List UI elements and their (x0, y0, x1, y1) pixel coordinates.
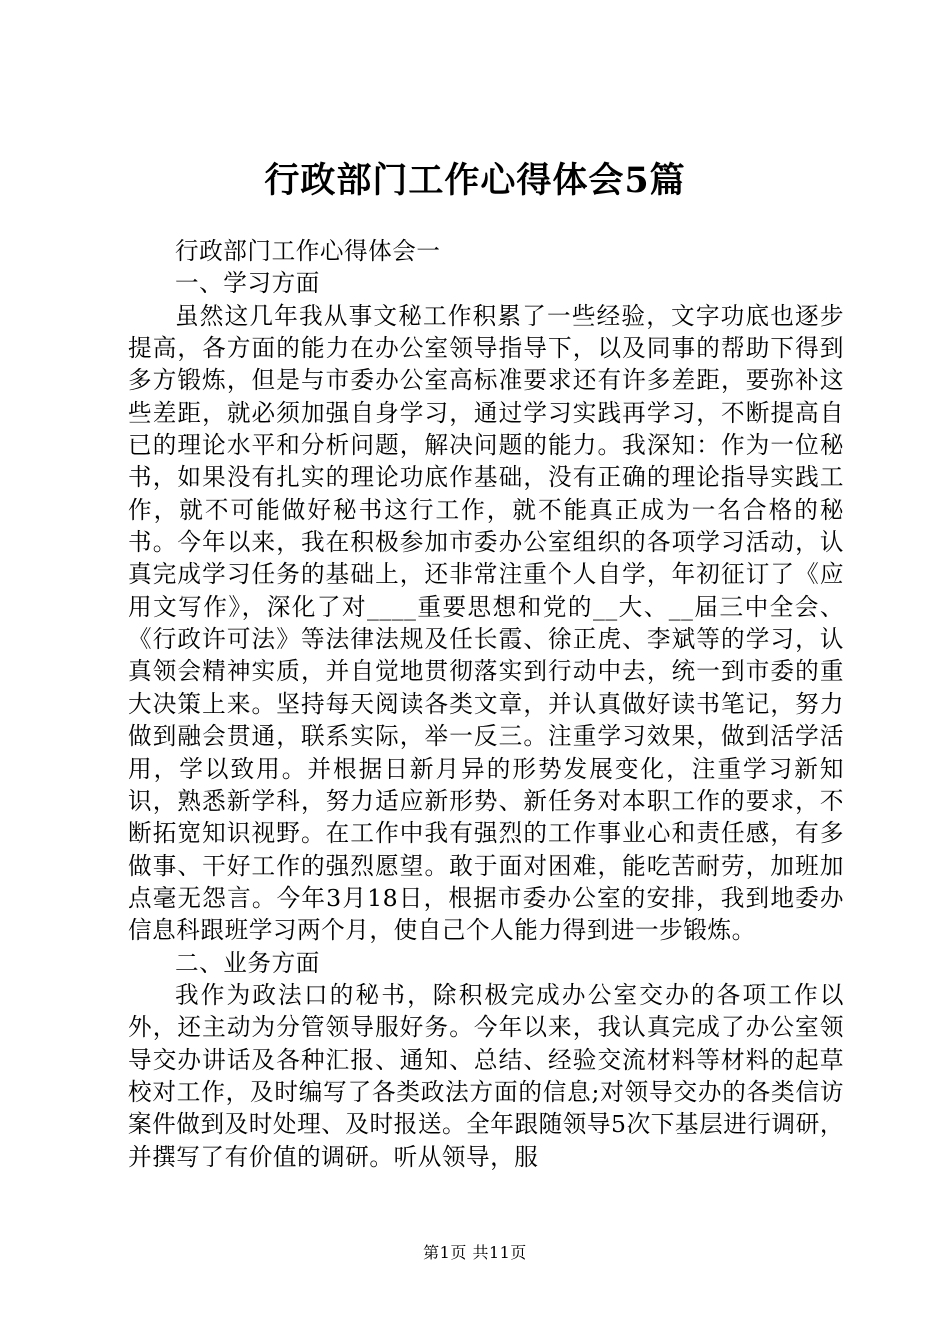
section-heading-business: 二、业务方面 (175, 948, 320, 977)
paragraph-study: 虽然这几年我从事文秘工作积累了一些经验，文字功底也逐步提高，各方面的能力在办公室领导指导下，以及同事的帮助下得到多方锻炼，但是与市委办公室高标准要求还有许多差距，要弥补这些差距，就必须加强自身学习，通过学习实践再学习，不断提高自已的理论水平和分析问题，解决问题的能力。我深知：作为一位秘书，如果没有扎实的理论功底作基础，没有正确的理论指导实践工作，就不可能做好秘书这行工作，就不能真正成为一名合格的秘书。今年以来，我在积极参加市委办公室组织的各项学习活动，认真完成学习任务的基础上，还非常注重个人自学，年初征订了《应用文写作》，深化了对____重要思想和党的__大、__届三中全会、《行政许可法》等法律法规及任长霞、徐正虎、李斌等的学习，认真领会精神实质，并自觉地贯彻落实到行动中去，统一到市委的重大决策上来。坚持每天阅读各类文章，并认真做好读书笔记，努力做到融会贯通，联系实际，举一反三。注重学习效果，做到活学活用，学以致用。并根据日新月异的形势发展变化，注重学习新知识，熟悉新学科，努力适应新形势、新任务对本职工作的要求，不断拓宽知识视野。在工作中我有强烈的工作事业心和责任感，有多做事、干好工作的强烈愿望。敢于面对困难，能吃苦耐劳，加班加点毫无怨言。今年3月18日，根据市委办公室的安排，我到地委办信息科跟班学习两个月，使自己个人能力得到进一步锻炼。 (128, 301, 844, 945)
section-subtitle: 行政部门工作心得体会一 (175, 237, 441, 265)
section-heading-study: 一、学习方面 (175, 269, 320, 298)
page-number-footer: 第1页 共11页 (423, 1243, 527, 1262)
document-body (128, 235, 844, 1173)
page-title: 行政部门工作心得体会5篇 (264, 160, 686, 201)
paragraph-business: 我作为政法口的秘书，除积极完成办公室交办的各项工作以外，还主动为分管领导服好务。今年以来，我认真完成了办公室领导交办讲话及各种汇报、通知、总结、经验交流材料等材料的起草校对工作，及时编写了各类政法方面的信息;对领导交办的各类信访案件做到及时处理、及时报送。全年跟随领导5次下基层进行调研，并撰写了有价值的调研。听从领导，服 (128, 980, 844, 1171)
